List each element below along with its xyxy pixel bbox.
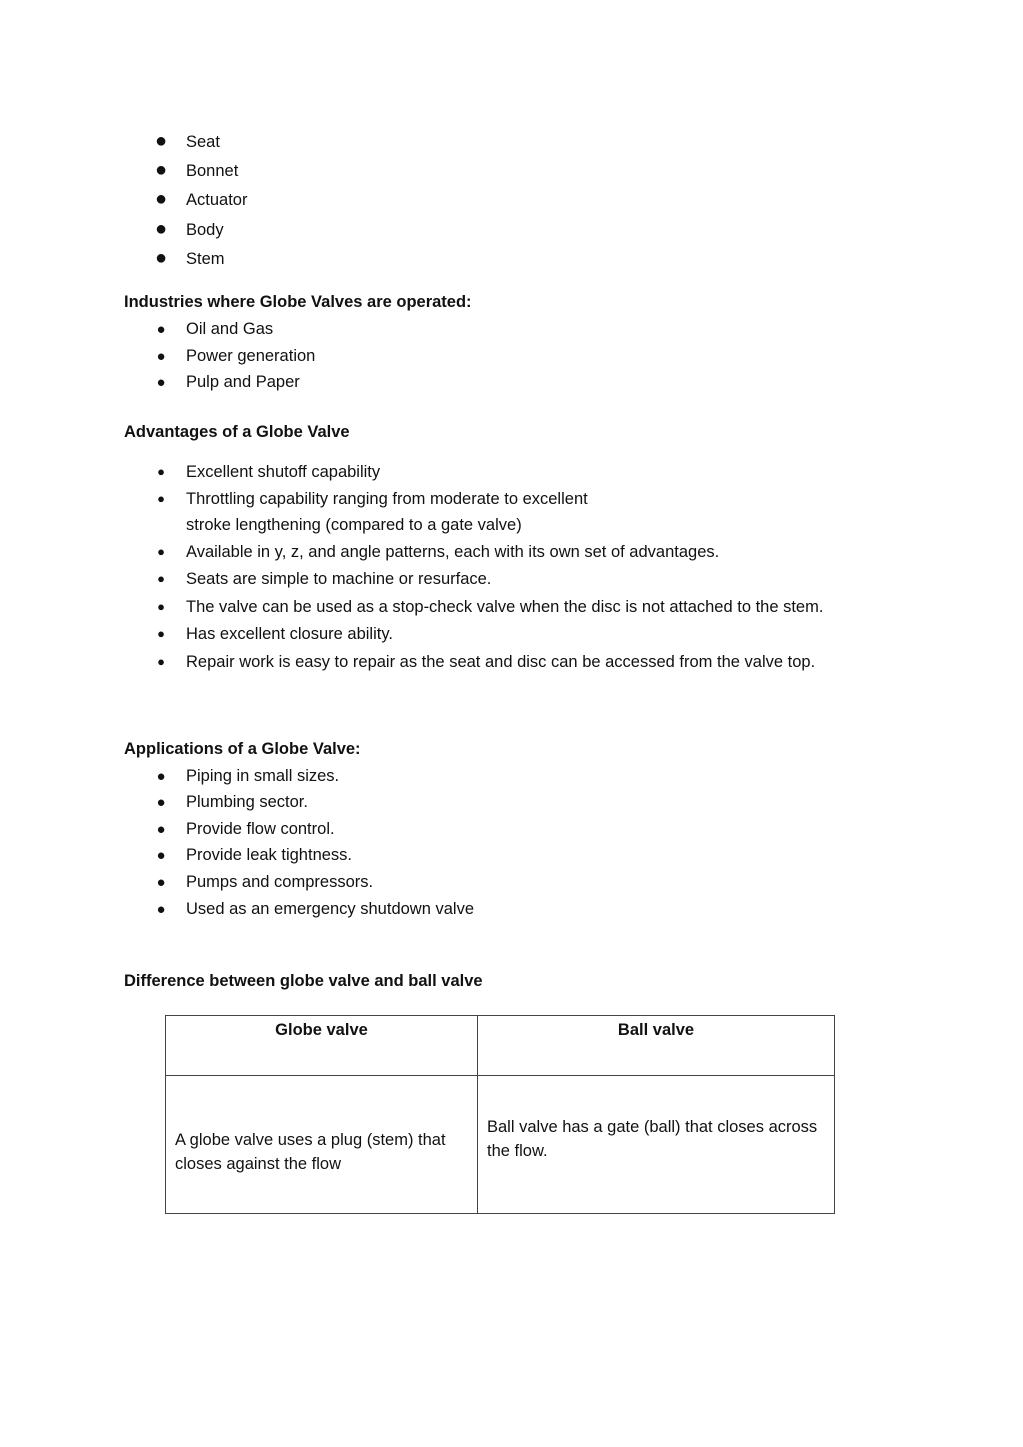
table-cell-ball: Ball valve has a gate (ball) that closes across the flow. bbox=[478, 1076, 835, 1214]
table-header-globe: Globe valve bbox=[166, 1016, 478, 1076]
list-item: Used as an emergency shutdown valve bbox=[186, 900, 474, 918]
list-item: Seats are simple to machine or resurface. bbox=[186, 570, 492, 588]
bullet-icon: ● bbox=[156, 374, 166, 391]
bullet-icon: ● bbox=[157, 571, 165, 586]
bullet-icon: ● bbox=[156, 821, 166, 838]
bullet-icon: ● bbox=[155, 130, 168, 152]
bullet-icon: ● bbox=[157, 464, 165, 479]
list-item: Seat bbox=[186, 133, 220, 151]
list-item: Plumbing sector. bbox=[186, 793, 308, 811]
list-item: Pumps and compressors. bbox=[186, 873, 374, 891]
bullet-icon: ● bbox=[157, 654, 165, 669]
list-item: Throttling capability ranging from moderate to excellent bbox=[186, 490, 588, 508]
bullet-icon: ● bbox=[157, 626, 165, 641]
list-item: Bonnet bbox=[186, 162, 239, 180]
list-item: Provide leak tightness. bbox=[186, 846, 353, 864]
bullet-icon: ● bbox=[156, 901, 166, 918]
comparison-table bbox=[165, 1015, 835, 1214]
table-row bbox=[166, 1076, 835, 1214]
difference-heading: Difference between globe valve and ball valve bbox=[124, 972, 483, 990]
list-item: Power generation bbox=[186, 347, 316, 365]
bullet-icon: ● bbox=[157, 544, 165, 559]
list-item-continuation: stroke lengthening (compared to a gate valve) bbox=[186, 516, 522, 534]
bullet-icon: ● bbox=[155, 218, 168, 240]
bullet-icon: ● bbox=[155, 247, 168, 269]
bullet-icon: ● bbox=[156, 348, 166, 365]
bullet-icon: ● bbox=[156, 768, 166, 785]
table-cell-globe: A globe valve uses a plug (stem) that closes against the flow bbox=[166, 1076, 478, 1214]
table-header-ball: Ball valve bbox=[478, 1016, 835, 1076]
industries-heading: Industries where Globe Valves are operated: bbox=[124, 293, 472, 311]
bullet-icon: ● bbox=[156, 847, 166, 864]
bullet-icon: ● bbox=[157, 599, 165, 614]
list-item: Provide flow control. bbox=[186, 820, 335, 838]
bullet-icon: ● bbox=[155, 188, 168, 210]
advantages-heading: Advantages of a Globe Valve bbox=[124, 423, 350, 441]
list-item: Body bbox=[186, 221, 224, 239]
bullet-icon: ● bbox=[156, 874, 166, 891]
list-item: The valve can be used as a stop-check valve when the disc is not attached to the stem. bbox=[186, 598, 824, 616]
bullet-icon: ● bbox=[156, 321, 166, 338]
bullet-icon: ● bbox=[155, 159, 168, 181]
list-item: Piping in small sizes. bbox=[186, 767, 340, 785]
table-header-row bbox=[166, 1016, 835, 1076]
list-item: Pulp and Paper bbox=[186, 373, 300, 391]
list-item: Excellent shutoff capability bbox=[186, 463, 381, 481]
list-item: Stem bbox=[186, 250, 225, 268]
bullet-icon: ● bbox=[157, 491, 165, 506]
applications-heading: Applications of a Globe Valve: bbox=[124, 740, 361, 758]
list-item: Available in y, z, and angle patterns, each with its own set of advantages. bbox=[186, 543, 720, 561]
list-item: Has excellent closure ability. bbox=[186, 625, 393, 643]
list-item: Repair work is easy to repair as the seat and disc can be accessed from the valve top. bbox=[186, 653, 816, 671]
list-item: Oil and Gas bbox=[186, 320, 274, 338]
list-item: Actuator bbox=[186, 191, 248, 209]
bullet-icon: ● bbox=[156, 794, 166, 811]
